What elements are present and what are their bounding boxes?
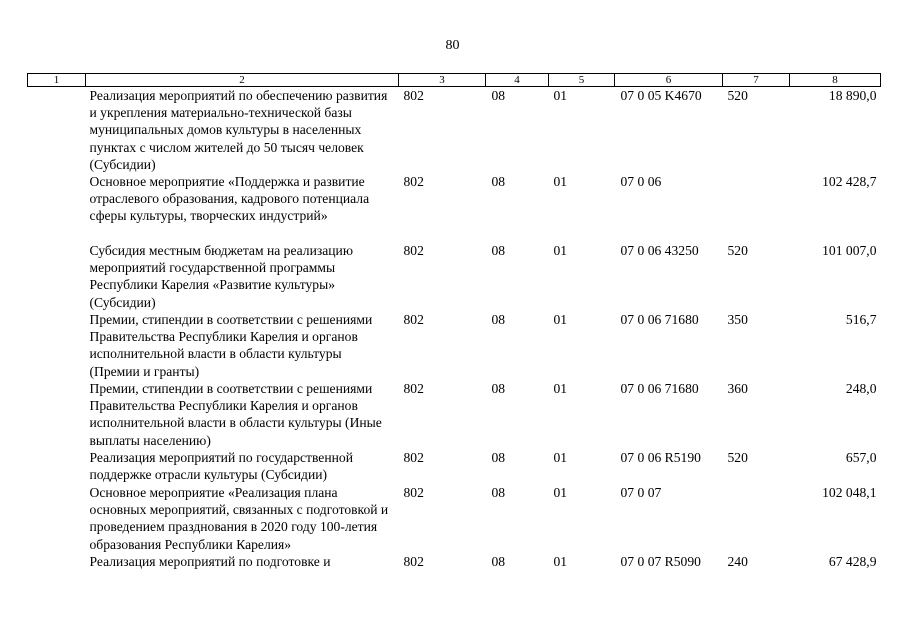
header-col-4: 4: [486, 74, 549, 87]
row-target-article: 07 0 06 R5190: [620, 450, 701, 466]
row-name: Основное мероприятие «Реализация плана основных мероприятий, связанных с подготовкой и проведением празднования в 2020 году 100-летия образования Республики Карелия»: [89, 485, 389, 552]
row-expense-type: 240: [727, 554, 748, 570]
row-section: 08: [491, 88, 506, 103]
row-name: Реализация мероприятий по государственной поддержке отрасли культуры (Субсидии): [89, 450, 353, 483]
row-name: Премии, стипендии в соответствии с решениями Правительства Республики Карелия и органов исполнительной власти в области культуры (Иные выплаты населению): [89, 381, 382, 448]
row-amount: 516,7: [845, 312, 877, 328]
row-amount: 102 428,7: [822, 174, 877, 190]
row-subsection: 01: [553, 381, 568, 397]
header-row: [28, 74, 881, 87]
table-header: [28, 74, 881, 87]
row-subsection: 01: [553, 554, 568, 570]
header-col-1: 1: [28, 74, 86, 87]
row-subsection: 01: [553, 312, 568, 328]
table-row: [28, 173, 881, 242]
page-number: 80: [445, 38, 460, 53]
row-amount: 248,0: [845, 381, 877, 397]
row-admin-code: 802: [403, 554, 424, 570]
row-index-cell: [28, 173, 86, 242]
row-section: 08: [491, 312, 506, 328]
row-section: 08: [491, 450, 506, 466]
row-section: 08: [491, 381, 506, 397]
header-col-5: 5: [549, 74, 615, 87]
row-subsection: 01: [553, 88, 568, 103]
header-col-8: 8: [790, 74, 881, 87]
row-index-cell: [28, 311, 86, 380]
row-index-cell: [28, 242, 86, 311]
row-expense-type: [723, 173, 790, 242]
row-target-article: 07 0 07: [620, 485, 662, 501]
header-col-3: 3: [399, 74, 486, 87]
row-target-article: 07 0 06 71680: [620, 381, 699, 397]
row-amount: 657,0: [845, 450, 877, 466]
row-section: 08: [491, 174, 506, 190]
row-name: Реализация мероприятий по обеспечению развития и укрепления материально-технической базы муниципальных домов культуры в населенных пунктах с числом жителей до 50 тысяч человек (Субсидии): [89, 88, 388, 172]
table-row: [28, 242, 881, 311]
row-section: 08: [491, 243, 506, 259]
table-row: [28, 484, 881, 553]
row-expense-type: 360: [727, 381, 748, 397]
header-col-7: 7: [723, 74, 790, 87]
row-admin-code: 802: [403, 485, 424, 501]
row-expense-type: 520: [727, 88, 748, 103]
row-target-article: 07 0 06: [620, 174, 662, 190]
row-target-article: 07 0 06 71680: [620, 312, 699, 328]
row-name: Премии, стипендии в соответствии с решениями Правительства Республики Карелия и органов исполнительной власти в области культуры (Премии и гранты): [89, 312, 373, 379]
row-expense-type: 520: [727, 450, 748, 466]
row-index-cell: [28, 380, 86, 449]
row-admin-code: 802: [403, 88, 424, 103]
row-target-article: 07 0 07 R5090: [620, 554, 701, 570]
header-col-6: 6: [615, 74, 723, 87]
row-name: Реализация мероприятий по подготовке и: [89, 554, 331, 570]
row-amount: 102 048,1: [822, 485, 877, 501]
row-subsection: 01: [553, 450, 568, 466]
row-subsection: 01: [553, 485, 568, 501]
table-row: [28, 449, 881, 484]
row-amount: 101 007,0: [822, 243, 877, 259]
table-row: [28, 311, 881, 380]
row-name: Субсидия местным бюджетам на реализацию мероприятий государственной программы Республики Карелия «Развитие культуры» (Субсидии): [89, 243, 353, 310]
row-amount: 67 428,9: [828, 554, 877, 570]
row-index-cell: [28, 449, 86, 484]
row-target-article: 07 0 06 43250: [620, 243, 699, 259]
budget-table: [27, 73, 881, 571]
row-target-article: 07 0 05 K4670: [620, 88, 702, 103]
table-body: [28, 87, 881, 572]
row-admin-code: 802: [403, 381, 424, 397]
table-row: [28, 87, 881, 174]
row-name: Основное мероприятие «Поддержка и развитие отраслевого образования, кадрового потенциала сферы культуры, творческих индустрий»: [89, 174, 370, 224]
row-section: 08: [491, 485, 506, 501]
row-amount: 18 890,0: [828, 88, 877, 103]
row-expense-type: 520: [727, 243, 748, 259]
row-expense-type: [723, 484, 790, 553]
row-expense-type: 350: [727, 312, 748, 328]
row-admin-code: 802: [403, 450, 424, 466]
row-index-cell: [28, 87, 86, 174]
row-admin-code: 802: [403, 312, 424, 328]
row-admin-code: 802: [403, 243, 424, 259]
header-col-2: 2: [86, 74, 399, 87]
row-admin-code: 802: [403, 174, 424, 190]
row-index-cell: [28, 553, 86, 571]
row-index-cell: [28, 484, 86, 553]
table-row: [28, 553, 881, 571]
row-subsection: 01: [553, 174, 568, 190]
row-section: 08: [491, 554, 506, 570]
row-subsection: 01: [553, 243, 568, 259]
table-row: [28, 380, 881, 449]
